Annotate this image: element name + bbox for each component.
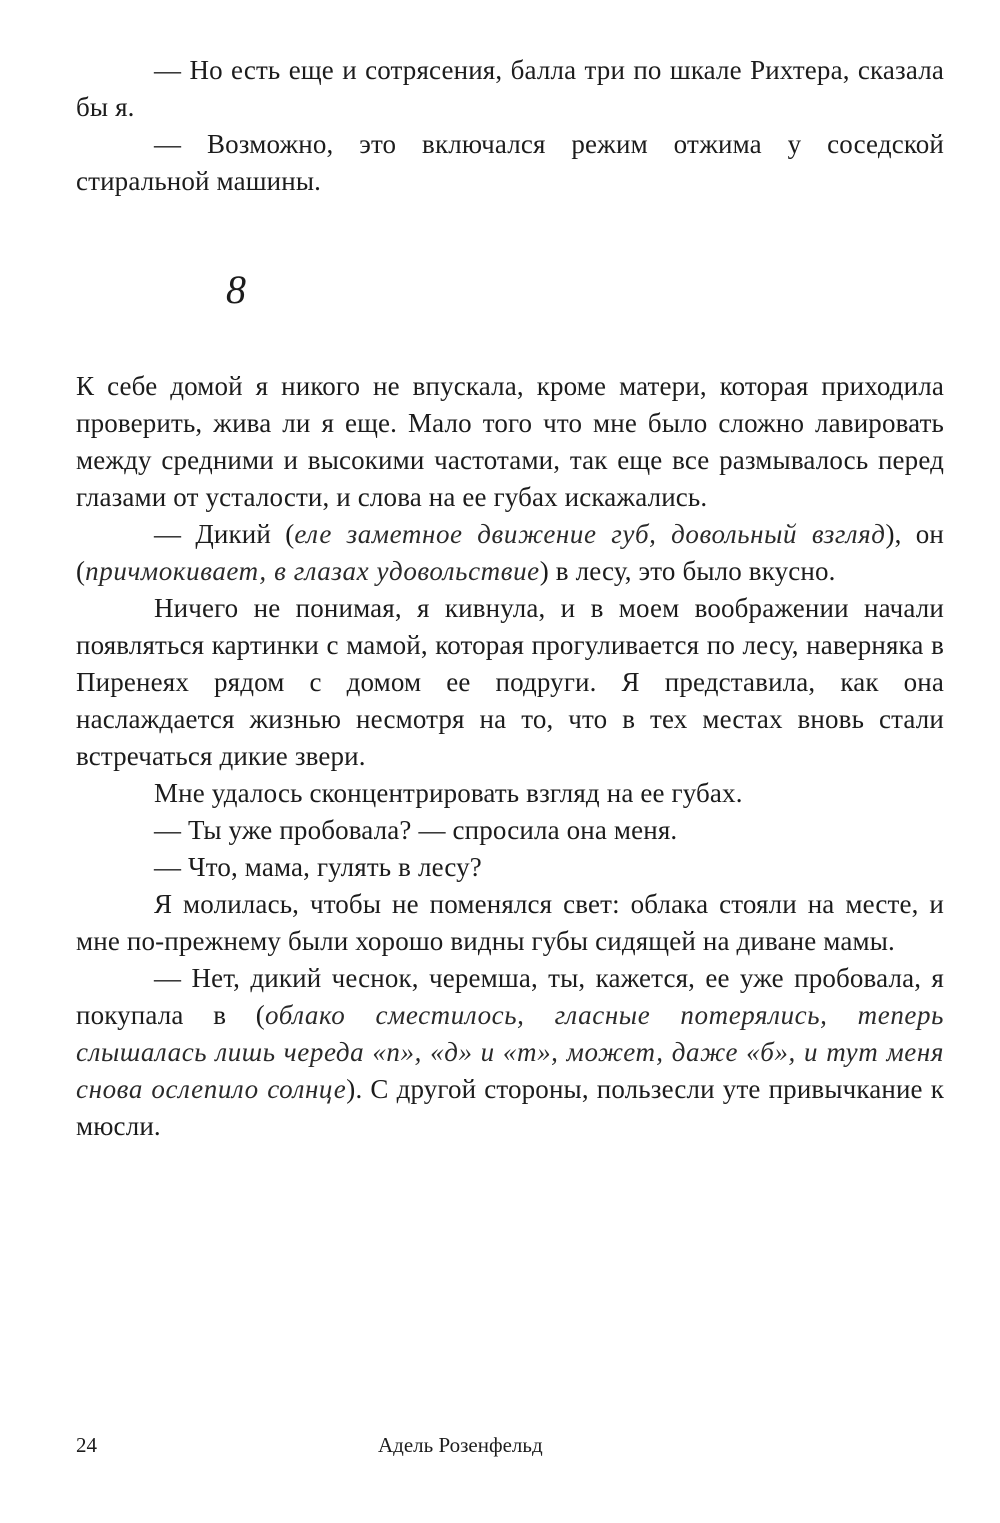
page-text — [76, 52, 944, 1145]
dialogue-line — [76, 960, 944, 1145]
dialogue-line: — Ты уже пробовала? — спросила она меня. — [154, 815, 678, 845]
italic-remark: облако сместилось, гласные потерялись, теперь слышалась лишь череда «п», «д» и «т», может, даже «б», и тут меня снова ослепило солнце — [76, 1000, 944, 1104]
text-span: — Дикий ( — [154, 519, 295, 549]
text-span: ), он ( — [76, 519, 944, 586]
author-name: Адель Розенфельд — [378, 1433, 543, 1457]
text-span: ). С другой стороны, пользесли уте привычкание к мюсли. — [76, 1074, 944, 1141]
paragraph: Мне удалось сконцентрировать взгляд на ее губах. — [154, 778, 743, 808]
italic-remark: причмокивает, в глазах удовольствие — [85, 556, 540, 586]
chapter-number: 8 — [226, 267, 246, 312]
paragraph: Ничего не понимая, я кивнула, и в моем воображении начали появляться картинки с мамой, которая прогуливается по лесу, наверняка в Пиренеях рядом с домом ее подруги. Я представила, как она наслаждается жизнью несмотря на то, что в тех местах вновь стали встречаться дикие звери. — [76, 593, 944, 771]
italic-remark: еле заметное движение губ, довольный взгляд — [294, 519, 886, 549]
dialogue-line — [76, 516, 944, 590]
paragraph: Я молилась, чтобы не поменялся свет: облака стояли на месте, и мне по-прежнему были хорошо видны губы сидящей на диване мамы. — [76, 889, 944, 956]
page-number: 24 — [76, 1433, 97, 1457]
paragraph: К себе домой я никого не впускала, кроме матери, которая приходила проверить, жива ли я еще. Мало того что мне было сложно лавировать между средними и высокими частотами, так еще все размывалось перед глазами от усталости, и слова на ее губах искажались. — [76, 371, 944, 512]
dialogue-line: — Возможно, это включался режим отжима у соседской стиральной машины. — [76, 129, 944, 196]
dialogue-line: — Что, мама, гулять в лесу? — [154, 852, 482, 882]
dialogue-line: — Но есть еще и сотрясения, балла три по шкале Рихтера, сказала бы я. — [76, 55, 944, 122]
text-span: ) в лесу, это было вкусно. — [539, 556, 836, 586]
text-span: — Нет, дикий чеснок, черемша, ты, кажется, ее уже пробовала, я покупала в ( — [76, 963, 944, 1030]
